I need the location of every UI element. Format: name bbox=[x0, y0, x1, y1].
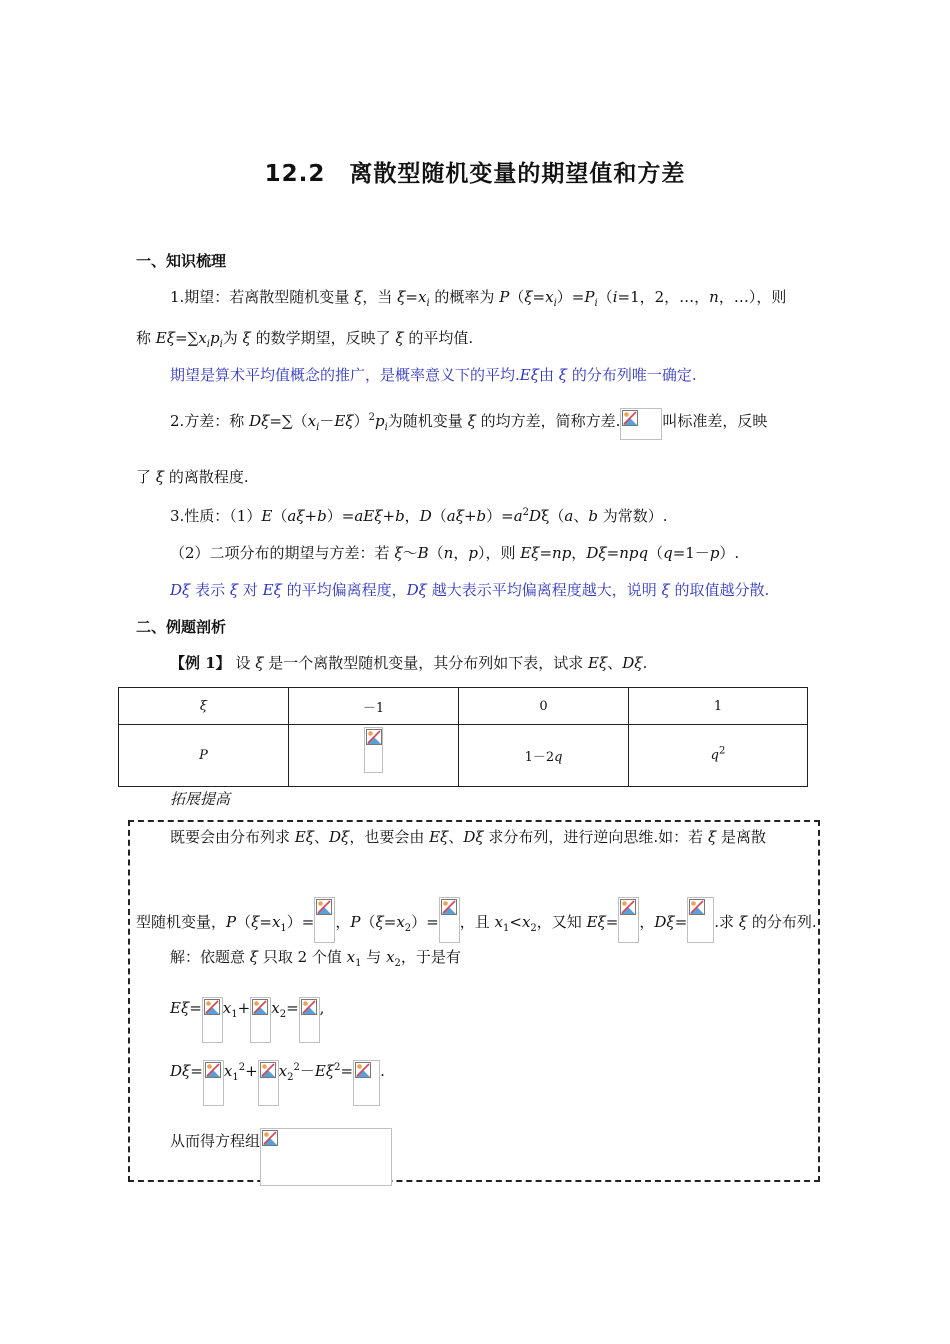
equation-variance: Dξ= $x_1^2+$ $x_2^2-E\xi^2=$ . bbox=[170, 1060, 385, 1106]
table-cell: 1－2q bbox=[459, 725, 629, 787]
expectation-note: 期望是算术平均值概念的推广，是概率意义下的平均.Eξ由 ξ 的分布列唯一确定. bbox=[170, 366, 697, 384]
example-1-statement: 【例 1】 设 ξ 是一个离散型随机变量，其分布列如下表，试求 Eξ、Dξ. bbox=[170, 654, 648, 672]
formula-image-icon bbox=[687, 897, 714, 943]
property-line-2: （2）二项分布的期望与方差：若 ξ～B（n，p），则 Eξ=np，Dξ=npq（q=1－p）. bbox=[170, 544, 740, 562]
formula-image-icon bbox=[203, 1060, 224, 1106]
formula-image-icon bbox=[620, 408, 662, 440]
equation-expectation: Eξ= $x_1+$ $x_2=$ , bbox=[170, 997, 324, 1043]
table-cell: ξ bbox=[119, 688, 289, 725]
table-row bbox=[119, 688, 808, 725]
expectation-line-2: 称 $E\xi=\sum x_ip_i$为 ξ 的数学期望，反映了 ξ 的平均值. bbox=[136, 329, 474, 350]
table-cell: $q^2$ bbox=[629, 725, 808, 787]
formula-image-icon bbox=[258, 1060, 279, 1106]
formula-image-icon bbox=[364, 727, 383, 773]
property-line-1: 3.性质：（1）E（aξ+b）=aEξ+b，$D(a\xi+b)=a^2D\xi(a$、b 为常数）. bbox=[170, 507, 668, 525]
extension-heading: 拓展提高 bbox=[170, 790, 231, 808]
table-cell: 0 bbox=[459, 688, 629, 725]
distribution-table bbox=[118, 687, 808, 787]
table-row bbox=[119, 725, 808, 787]
variance-line-2: 了 ξ 的离散程度. bbox=[136, 468, 249, 486]
expectation-line-1: 1.期望：若离散型随机变量 ξ，当 $\xi=x_i$ 的概率为 $P(\xi=x_i)=P_i(i=1$，2，…，n，…），则 bbox=[170, 288, 787, 309]
variance-line-1: 2.方差：称 $D\xi=\sum(x_i-E\xi)^2p_i$为随机变量 ξ 的均方差，简称方差. 叫标准差，反映 bbox=[170, 408, 767, 440]
variance-note: Dξ 表示 ξ 对 Eξ 的平均偏离程度，Dξ 越大表示平均偏离程度越大，说明 ξ 的取值越分散. bbox=[170, 581, 770, 599]
table-cell: P bbox=[119, 725, 289, 787]
section-heading-knowledge: 一、知识梳理 bbox=[136, 252, 227, 270]
formula-image-icon bbox=[314, 897, 335, 943]
equation-system-line: 从而得方程组 bbox=[170, 1128, 392, 1186]
section-heading-examples: 二、例题剖析 bbox=[136, 618, 227, 636]
formula-image-icon bbox=[260, 1128, 392, 1186]
table-cell: 1 bbox=[629, 688, 808, 725]
extension-line-2: 型随机变量，$P(\xi=x_1)=$ ，$P(\xi=x_2)=$ ，且 $x_1<x_2$，又知 Eξ= ，Dξ= .求 ξ 的分布列. bbox=[136, 897, 817, 943]
formula-image-icon bbox=[299, 997, 320, 1043]
table-cell: －1 bbox=[289, 688, 459, 725]
table-cell bbox=[289, 725, 459, 787]
page-title: 12.2 离散型随机变量的期望值和方差 bbox=[264, 161, 686, 187]
formula-image-icon bbox=[618, 897, 639, 943]
solution-intro: 解：依题意 ξ 只取 2 个值 $x_1$ 与 $x_2$，于是有 bbox=[170, 948, 461, 969]
formula-image-icon bbox=[439, 897, 460, 943]
formula-image-icon bbox=[353, 1060, 380, 1106]
formula-image-icon bbox=[250, 997, 271, 1043]
formula-image-icon bbox=[202, 997, 223, 1043]
extension-line-1: 既要会由分布列求 Eξ、Dξ，也要会由 Eξ、Dξ 求分布列，进行逆向思维.如：若 ξ 是离散 bbox=[170, 828, 766, 846]
